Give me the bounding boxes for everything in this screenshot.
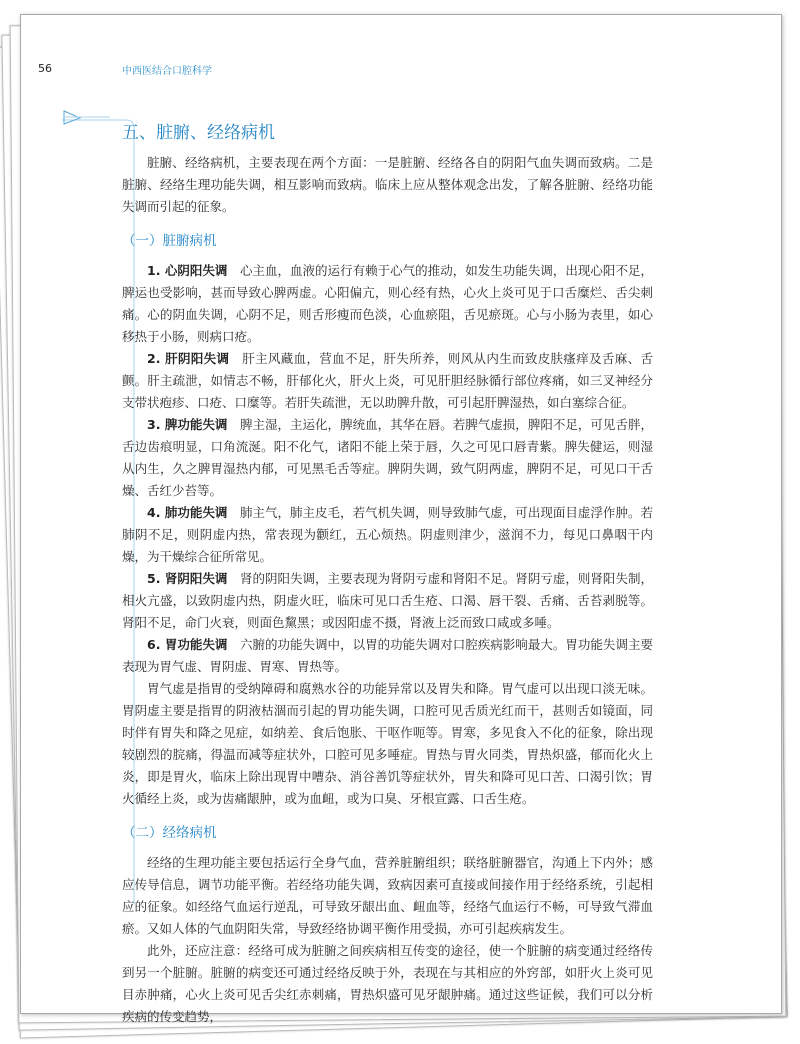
jingluo-paragraph: 经络的生理功能主要包括运行全身气血，营养脏腑组织；联络脏腑器官，沟通上下内外；感应传导信息，调节功能平衡。若经络功能失调，致病因素可直接或间接作用于经络系统，引起相应的征象。如经络气血运行逆乱，可导致牙龈出血、衄血等，经络气血运行不畅，可导致气滞血瘀。又如人体的气血阴阳失常，导致经络协调平衡作用受损，亦可引起疾病发生。 <box>122 855 653 936</box>
subsection-title-zangfu: （一）脏腑病机 <box>122 233 217 249</box>
item-text: 六腑的功能失调中，以胃的功能失调对口腔疾病影响最大。胃功能失调主要表现为胃气虚、胃阴虚、胃寒、胃热等。 <box>122 637 653 674</box>
item-heading: 5. 肾阴阳失调 <box>147 571 228 586</box>
section-intro: 脏腑、经络病机，主要表现在两个方面：一是脏腑、经络各自的阴阳气血失调而致病。二是脏腑、经络生理功能失调，相互影响而致病。临床上应从整体观念出发，了解各脏腑、经络功能失调而引起的征象。 <box>122 155 653 214</box>
item-text: 肺主气，肺主皮毛，若气机失调，则导致肺气虚，可出现面目虚浮作肿。若肺阴不足，则阴虚内热，常表现为颧红，五心烦热。阴虚则津少，滋润不力，每见口鼻咽干内燥，为干燥综合征所常见。 <box>122 505 653 564</box>
item-text: 肾的阴阳失调，主要表现为肾阴亏虚和肾阳不足。肾阴亏虚，则肾阳失制，相火亢盛，以致阴虚内热，阴虚火旺，临床可见口舌生疮、口渴、唇干裂、舌痛、舌苔剥脱等。肾阳不足，命门火衰，则面色黧黑；或因阳虚不摄，肾液上泛而致口咸或多唾。 <box>122 571 653 630</box>
zangfu-item <box>122 260 653 348</box>
section-title: 五、脏腑、经络病机 <box>122 123 275 143</box>
zangfu-item <box>122 568 653 634</box>
item-text: 肝主风藏血，营血不足，肝失所养，则风从内生而致皮肤瘙痒及舌麻、舌颤。肝主疏泄，如情志不畅，肝郁化火，肝火上炎，可见肝胆经脉循行部位疼痛，如三叉神经分支带状疱疹、口疮、口糜等。若肝失疏泄，无以助脾升散，可引起肝脾湿热，如白塞综合征。 <box>122 351 653 410</box>
page-number: 56 <box>38 62 52 75</box>
subsection-title-jingluo: （二）经络病机 <box>122 825 217 841</box>
zangfu-item <box>122 634 653 678</box>
item-text: 脾主湿，主运化，脾统血，其华在唇。若脾气虚损，脾阳不足，可见舌胖，舌边齿痕明显，口角流涎。阳不化气，诸阳不能上荣于唇，久之可见口唇青紫。脾失健运，则湿从内生，久之脾胃湿热内郁，可见黑毛舌等症。脾阴失调，致气阴两虚，脾阴不足，可见口干舌燥、舌红少苔等。 <box>122 417 653 498</box>
item-heading: 6. 胃功能失调 <box>147 637 228 652</box>
zangfu-item <box>122 414 653 502</box>
item-heading: 3. 脾功能失调 <box>147 417 228 432</box>
item-heading: 4. 肺功能失调 <box>147 505 228 520</box>
zangfu-item <box>122 502 653 568</box>
item-heading: 2. 肝阴阳失调 <box>147 351 230 366</box>
item-heading: 1. 心阴阳失调 <box>147 263 228 278</box>
jingluo-paragraph: 此外，还应注意：经络可成为脏腑之间疾病相互传变的途径，使一个脏腑的病变通过经络传到另一个脏腑。脏腑的病变还可通过经络反映于外，表现在与其相应的外窍部，如肝火上炎可见目赤肿痛，心火上炎可见舌尖红赤刺痛，胃热炽盛可见牙龈肿痛。通过这些证候，我们可以分析疾病的传变趋势， <box>122 943 653 1024</box>
zangfu-item <box>122 348 653 414</box>
book-title: 中西医结合口腔科学 <box>122 66 212 77</box>
item-text: 心主血，血液的运行有赖于心气的推动，如发生功能失调，出现心阳不足，脾运也受影响，甚而导致心脾两虚。心阳偏亢，则心经有热，心火上炎可见于口舌糜烂、舌尖刺痛。心的阴血失调，心阴不足，则舌形瘦而色淡，心血瘀阻，舌见瘀斑。心与小肠为表里，如心移热于小肠，则病口疮。 <box>122 263 653 344</box>
stomach-detail: 胃气虚是指胃的受纳障碍和腐熟水谷的功能异常以及胃失和降。胃气虚可以出现口淡无味。胃阴虚主要是指胃的阴液枯涸而引起的胃功能失调，口腔可见舌质光红而干，甚则舌如镜面，同时伴有胃失和降之见症，如纳差、食后饱胀、干呕作呃等。胃寒，多见食入不化的征象，除出现较剧烈的脘痛，得温而减等症状外，口腔可见多唾症。胃热与胃火同类，胃热炽盛，郁而化火上炎，即是胃火，临床上除出现胃中嘈杂、消谷善饥等症状外，胃失和降可见口苦、口渴引饮；胃火循经上炎，或为齿痛龈肿，或为血衄，或为口臭、牙根宣露、口舌生疮。 <box>122 681 653 806</box>
main-content <box>122 118 653 1028</box>
